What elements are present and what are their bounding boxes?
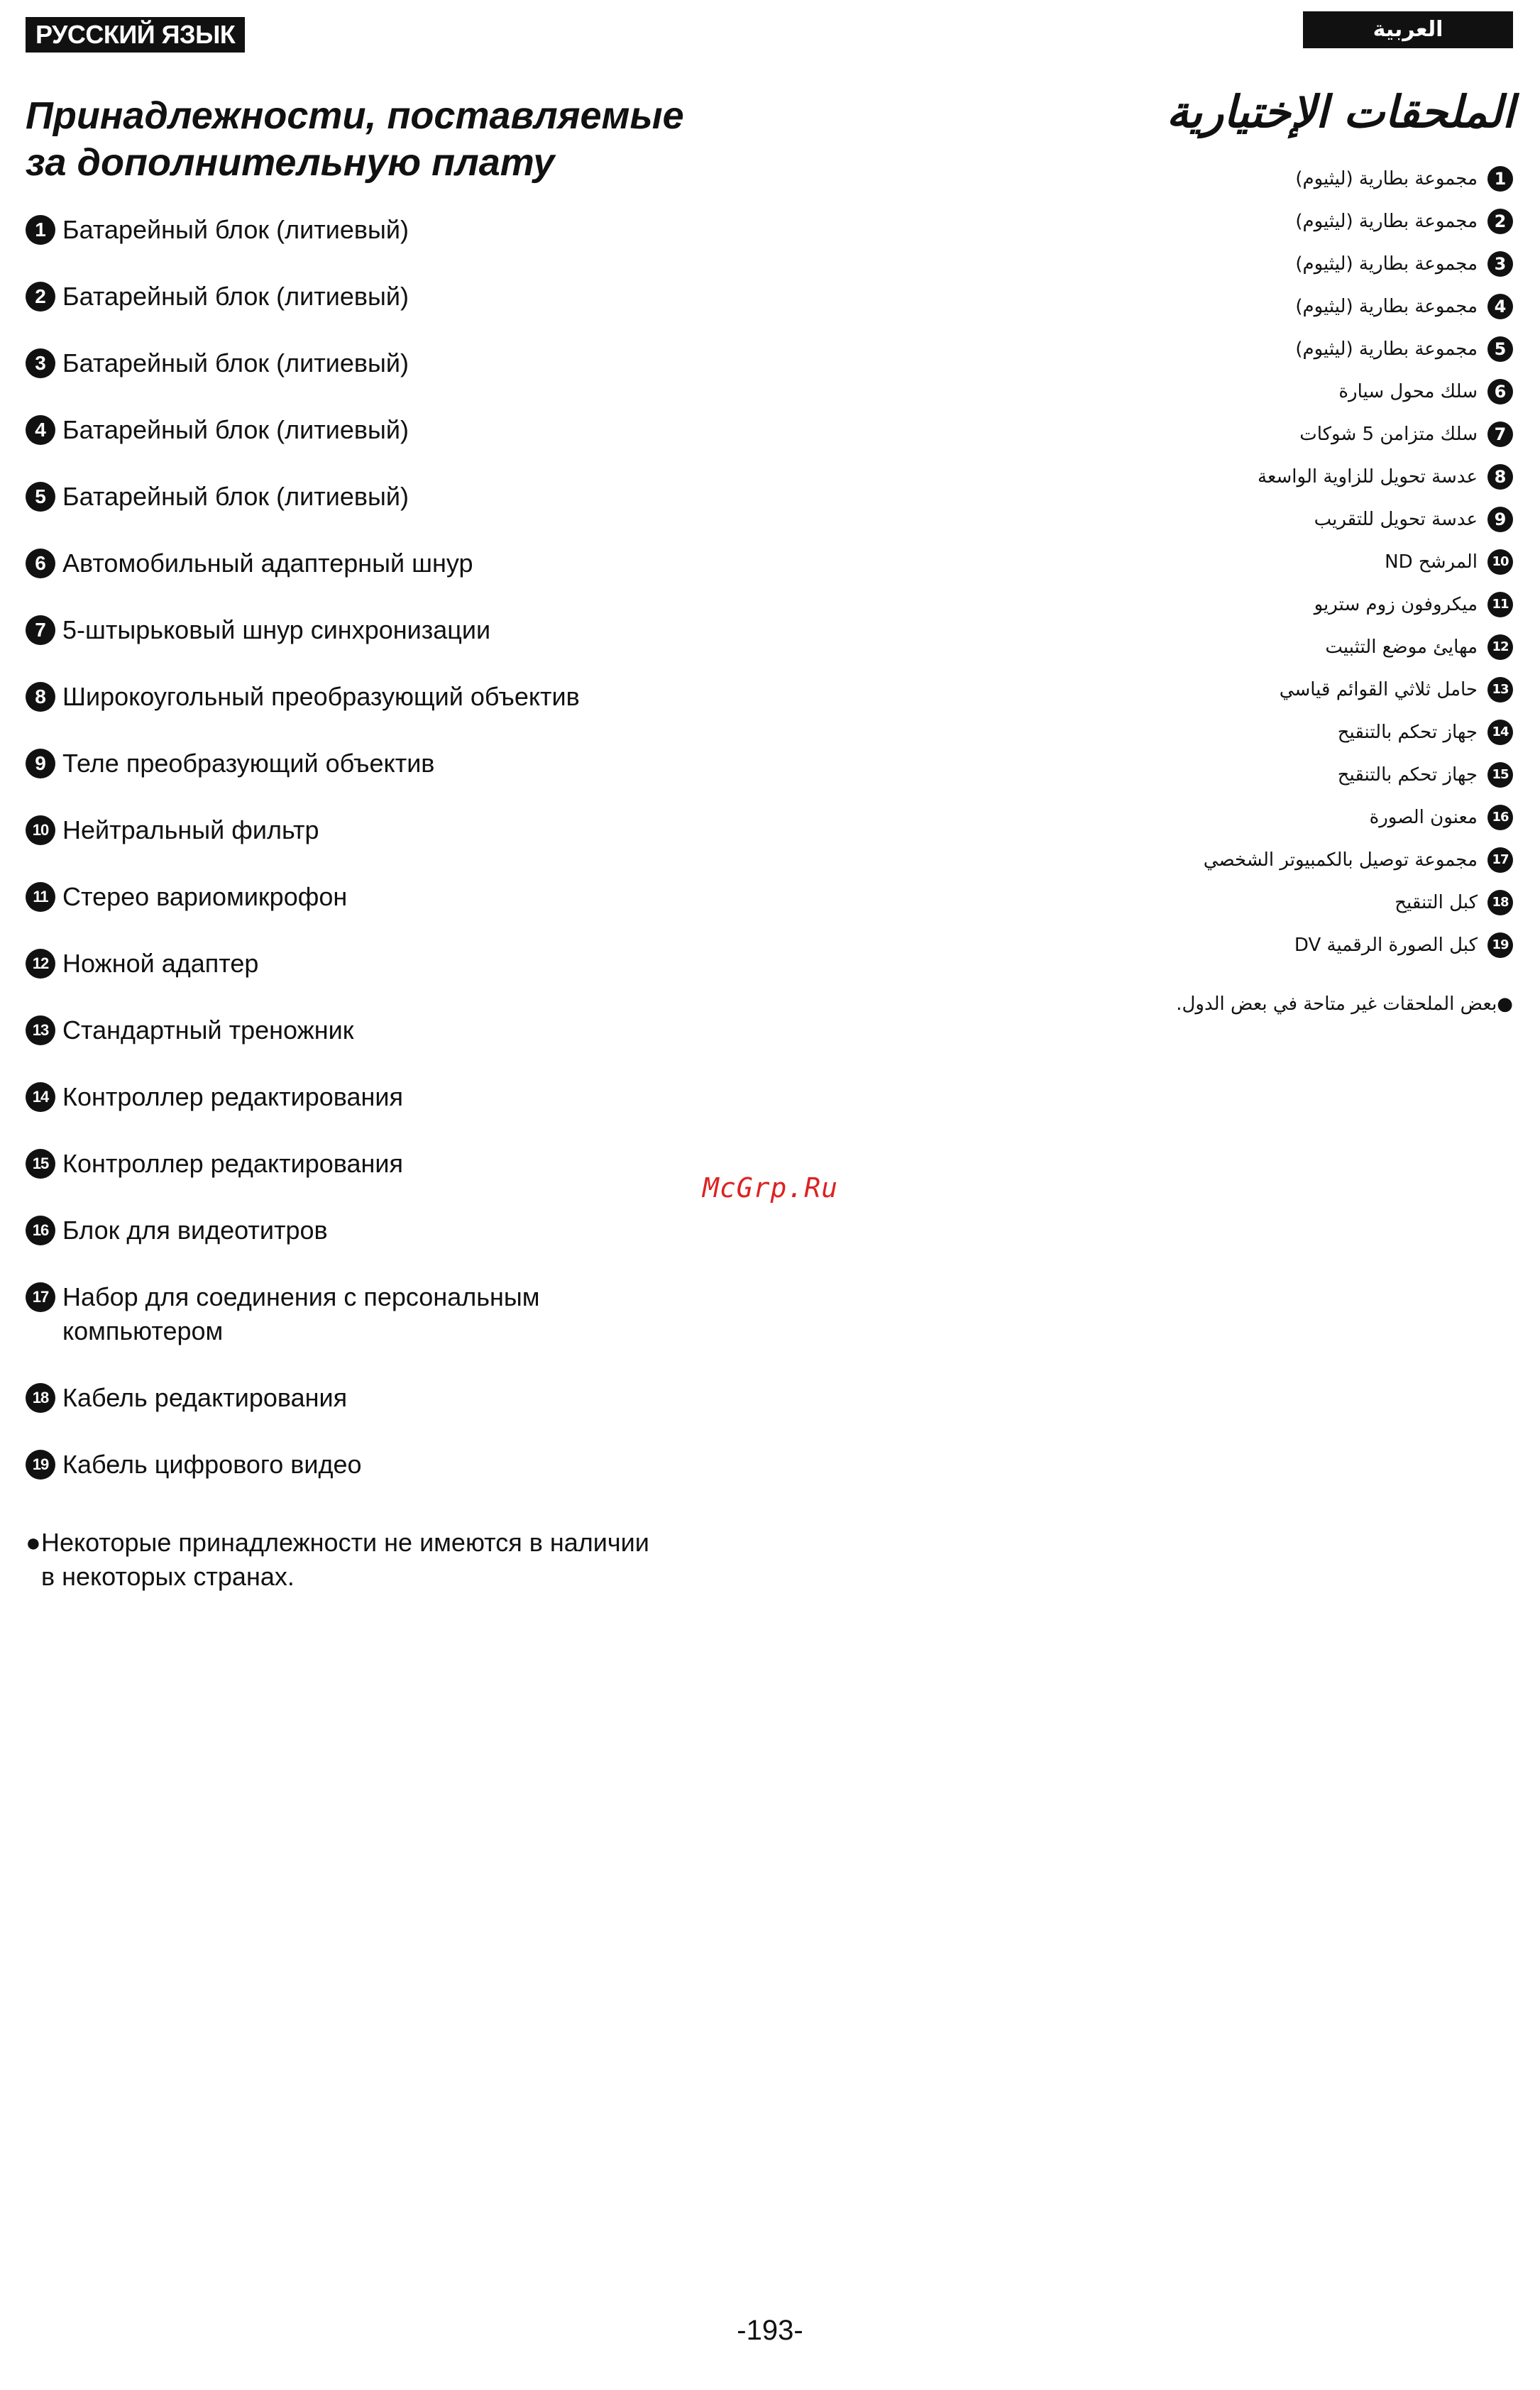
item-text: المرشح ND: [1385, 551, 1478, 573]
item-number-badge: 15: [1487, 762, 1513, 788]
item-text: مجموعة بطارية (ليثيوم): [1295, 338, 1478, 360]
item-number-badge: 8: [1487, 464, 1513, 490]
item-number-badge: 9: [1487, 507, 1513, 532]
item-text: مهايئ موضع التثبيت: [1325, 637, 1478, 658]
item-text: كبل التنقيح: [1395, 892, 1478, 913]
item-text: جهاز تحكم بالتنقيح: [1337, 764, 1478, 786]
title-line-1: Принадлежности, поставляемые: [26, 94, 684, 137]
list-item: [945, 668, 1513, 711]
list-item: [26, 1013, 735, 1047]
list-item: [26, 1381, 735, 1415]
item-text-line-1: Набор для соединения с персональным: [62, 1282, 540, 1311]
list-item: [26, 1213, 735, 1248]
availability-note-russian: [26, 1526, 735, 1594]
item-number-badge: 10: [26, 815, 55, 845]
item-number-badge: 15: [26, 1149, 55, 1179]
list-item: [945, 158, 1513, 200]
list-item: [945, 583, 1513, 626]
item-text: Батарейный блок (литиевый): [62, 282, 409, 311]
item-text: Теле преобразующий объектив: [62, 749, 435, 778]
page-title-arabic: الملحقات الإختيارية: [1166, 86, 1514, 138]
list-item: [945, 541, 1513, 583]
item-number-badge: 18: [1487, 890, 1513, 915]
item-number-badge: 5: [26, 482, 55, 512]
item-text: Широкоугольный преобразующий объектив: [62, 682, 580, 711]
item-number-badge: 16: [1487, 805, 1513, 830]
list-item: [26, 680, 735, 714]
item-text: Нейтральный фильтр: [62, 815, 319, 844]
list-item: [26, 1280, 735, 1348]
accessory-list-russian: [26, 213, 735, 1514]
accessory-list-arabic: [945, 158, 1513, 967]
list-item: [26, 613, 735, 647]
list-item: [26, 213, 735, 247]
item-text: سلك محول سيارة: [1338, 381, 1478, 402]
note-line-2: в некоторых странах.: [41, 1562, 295, 1591]
item-number-badge: 6: [26, 549, 55, 578]
item-number-badge: 1: [26, 215, 55, 245]
item-number-badge: 12: [26, 949, 55, 979]
list-item: [945, 370, 1513, 413]
item-number-badge: 7: [1487, 422, 1513, 447]
item-number-badge: 19: [26, 1450, 55, 1480]
item-number-badge: 17: [1487, 847, 1513, 873]
list-item: [945, 796, 1513, 839]
item-number-badge: 9: [26, 749, 55, 778]
list-item: [26, 813, 735, 847]
item-number-badge: 12: [1487, 634, 1513, 660]
item-text: Стерео вариомикрофон: [62, 882, 348, 911]
page-title-russian: [26, 92, 735, 186]
item-text: Батарейный блок (литиевый): [62, 348, 409, 378]
list-item: [945, 243, 1513, 285]
page-number: -193-: [737, 2315, 803, 2346]
language-tab-russian: РУССКИЙ ЯЗЫК: [26, 17, 245, 53]
item-number-badge: 4: [1487, 294, 1513, 319]
item-text: عدسة تحويل للتقريب: [1314, 509, 1478, 530]
item-text: Кабель цифрового видео: [62, 1450, 362, 1479]
item-number-badge: 3: [1487, 251, 1513, 277]
item-text: معنون الصورة: [1369, 807, 1478, 828]
list-item: [945, 456, 1513, 498]
item-number-badge: 13: [26, 1015, 55, 1045]
item-number-badge: 19: [1487, 932, 1513, 958]
watermark: McGrp.Ru: [703, 1172, 839, 1204]
list-item: [945, 285, 1513, 328]
item-text: ميكروفون زوم ستريو: [1314, 594, 1478, 615]
item-number-badge: 11: [26, 882, 55, 912]
item-number-badge: 16: [26, 1216, 55, 1245]
item-number-badge: 6: [1487, 379, 1513, 404]
item-text: كبل الصورة الرقمية DV: [1294, 935, 1478, 956]
availability-note-arabic: ●بعض الملحقات غير متاحة في بعض الدول.: [1176, 993, 1513, 1015]
list-item: [26, 947, 735, 981]
item-text: مجموعة بطارية (ليثيوم): [1295, 253, 1478, 275]
list-item: [945, 413, 1513, 456]
item-text: Батарейный блок (литиевый): [62, 215, 409, 244]
list-item: [945, 711, 1513, 754]
item-text-line-2: компьютером: [62, 1316, 224, 1345]
list-item: [26, 1448, 735, 1482]
item-text: [62, 1280, 540, 1348]
item-text: حامل ثلاثي القوائم قياسي: [1279, 679, 1478, 700]
item-text: مجموعة بطارية (ليثيوم): [1295, 168, 1478, 189]
list-item: [945, 924, 1513, 967]
item-number-badge: 13: [1487, 677, 1513, 703]
list-item: [945, 328, 1513, 370]
list-item: [26, 880, 735, 914]
item-text: مجموعة بطارية (ليثيوم): [1295, 211, 1478, 232]
item-number-badge: 4: [26, 415, 55, 445]
title-line-2: за дополнительную плату: [26, 141, 555, 184]
item-text: Контроллер редактирования: [62, 1082, 403, 1111]
bullet-icon: ●: [26, 1528, 41, 1557]
list-item: [945, 754, 1513, 796]
list-item: [945, 200, 1513, 243]
item-text: جهاز تحكم بالتنقيح: [1337, 722, 1478, 743]
language-tab-arabic: العربية: [1303, 11, 1513, 48]
item-text: Стандартный треножник: [62, 1015, 354, 1045]
item-number-badge: 2: [1487, 209, 1513, 234]
item-number-badge: 1: [1487, 166, 1513, 192]
list-item: [26, 747, 735, 781]
item-number-badge: 17: [26, 1282, 55, 1312]
item-number-badge: 14: [1487, 720, 1513, 745]
item-number-badge: 2: [26, 282, 55, 312]
note-line-1: Некоторые принадлежности не имеются в наличии: [41, 1528, 649, 1557]
list-item: [945, 498, 1513, 541]
item-text: Батарейный блок (литиевый): [62, 482, 409, 511]
item-text: مجموعة بطارية (ليثيوم): [1295, 296, 1478, 317]
list-item: [945, 881, 1513, 924]
item-number-badge: 7: [26, 615, 55, 645]
item-number-badge: 5: [1487, 336, 1513, 362]
item-text: 5-штырьковый шнур синхронизации: [62, 615, 491, 644]
item-number-badge: 18: [26, 1383, 55, 1413]
list-item: [26, 280, 735, 314]
list-item: [945, 839, 1513, 881]
list-item: [945, 626, 1513, 668]
item-text: Блок для видеотитров: [62, 1216, 328, 1245]
item-number-badge: 3: [26, 348, 55, 378]
item-text: Контроллер редактирования: [62, 1149, 403, 1178]
list-item: [26, 413, 735, 447]
item-text: مجموعة توصيل بالكمبيوتر الشخصي: [1203, 849, 1478, 871]
item-text: عدسة تحويل للزاوية الواسعة: [1258, 466, 1478, 488]
list-item: [26, 546, 735, 580]
item-text: Кабель редактирования: [62, 1383, 348, 1412]
list-item: [26, 1147, 735, 1181]
list-item: [26, 346, 735, 380]
item-text: Ножной адаптер: [62, 949, 259, 978]
item-number-badge: 11: [1487, 592, 1513, 617]
list-item: [26, 1080, 735, 1114]
item-number-badge: 14: [26, 1082, 55, 1112]
list-item: [26, 480, 735, 514]
item-text: Автомобильный адаптерный шнур: [62, 549, 473, 578]
item-text: سلك متزامن 5 شوكات: [1299, 424, 1478, 445]
item-text: Батарейный блок (литиевый): [62, 415, 409, 444]
item-number-badge: 10: [1487, 549, 1513, 575]
item-number-badge: 8: [26, 682, 55, 712]
